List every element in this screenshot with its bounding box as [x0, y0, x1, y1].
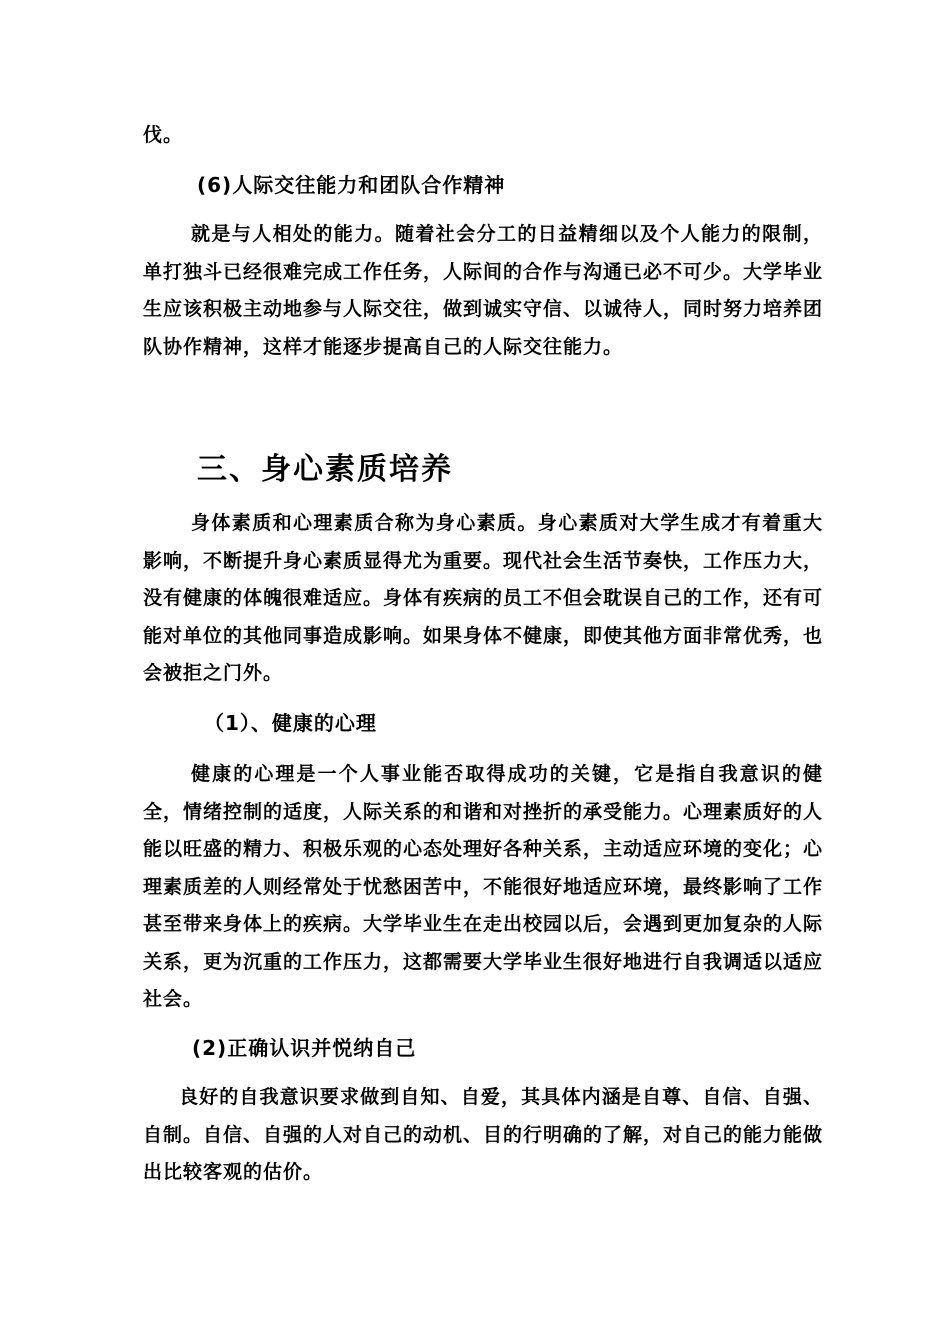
- paragraph-healthy-psychology: 健康的心理是一个人事业能否取得成功的关键，它是指自我意识的健全，情绪控制的适度，人际关系的和谐和对挫折的承受能力。心理素质好的人能以旺盛的精力、积极乐观的心态处理好各种关系，主动适应环境的变化；心理素质差的人则经常处于忧愁困苦中，不能很好地适应环境，最终影响了工作甚至带来身体上的疾病。大学毕业生在走出校园以后，会遇到更加复杂的人际关系，更为沉重的工作压力，这都需要大学毕业生很好地进行自我调适以适应社会。: [143, 763, 824, 1010]
- paragraph-self-acceptance: 良好的自我意识要求做到自知、自爱，其具体内涵是自尊、自信、自强、自制。自信、自强的人对自己的动机、目的行明确的了解，对自己的能力能做出比较客观的估价。: [143, 1086, 824, 1183]
- subheading-interpersonal-teamwork: (6)人际交往能力和团队合作精神: [197, 173, 506, 197]
- paragraph-continuation: 伐。: [143, 124, 184, 146]
- paragraph-interpersonal: 就是与人相处的能力。随着社会分工的日益精细以及个人能力的限制，单打独斗已经很难完成工作任务，人际间的合作与沟通已必不可少。大学毕业生应该积极主动地参与人际交往，做到诚实守信、以诚待人，同时努力培养团队协作精神，这样才能逐步提高自己的人际交往能力。: [143, 223, 824, 358]
- paragraph-physical-mental: 身体素质和心理素质合称为身心素质。身心素质对大学生成才有着重大影响，不断提升身心素质显得尤为重要。现代社会生活节奏快，工作压力大，没有健康的体魄很难适应。身体有疾病的员工不但会耽误自己的工作，还有可能对单位的其他同事造成影响。如果身体不健康，即使其他方面非常优秀，也会被拒之门外。: [143, 512, 824, 684]
- subheading-healthy-psychology: （1）、健康的心理: [204, 711, 377, 735]
- section-heading-physical-mental: 三、身心素质培养: [197, 452, 453, 487]
- subheading-self-acceptance: (2)正确认识并悦纳自己: [192, 1036, 417, 1060]
